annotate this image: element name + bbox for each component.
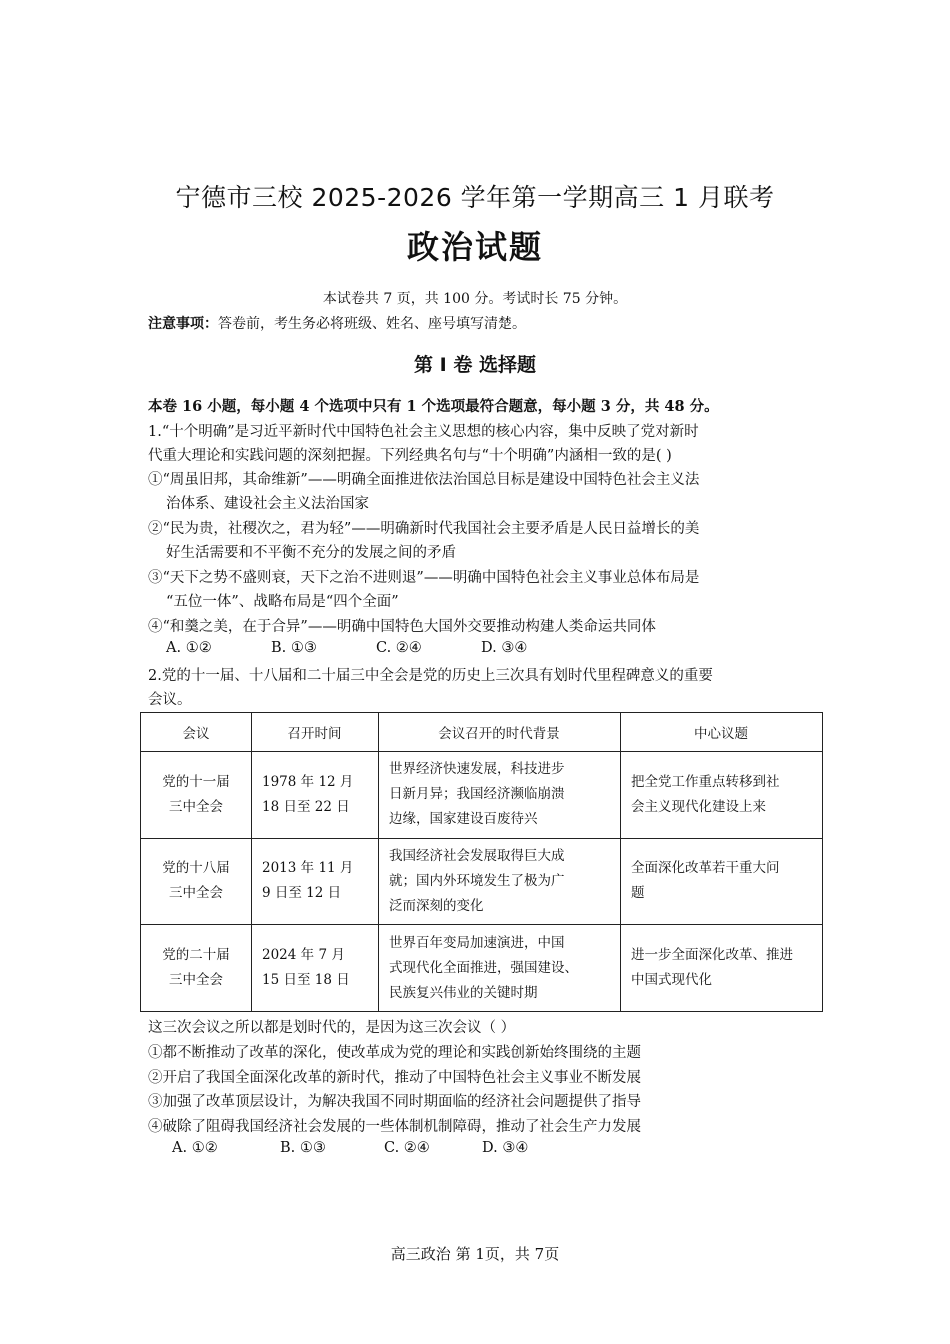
- q1-statement-3: ③“天下之势不盛则衰，天下之治不进则退”——明确中国特色社会主义事业总体布局是: [148, 570, 700, 586]
- table-row: [141, 838, 823, 925]
- q2-statement-4: ④破除了阻碍我国经济社会发展的一些体制机制障碍，推动了社会生产力发展: [148, 1119, 641, 1135]
- col-background: 会议召开的时代背景: [379, 713, 621, 752]
- topic-cell: 全面深化改革若干重大问 题: [621, 838, 823, 925]
- meeting-cell: 党的二十届 三中全会: [141, 925, 252, 1012]
- q2-option-b: B. ①③: [280, 1140, 326, 1156]
- q1-statement-1-cont: 治体系、建设社会主义法治国家: [166, 496, 369, 512]
- q1-option-d: D. ③④: [481, 640, 528, 656]
- q2-statement-2: ②开启了我国全面深化改革的新时代，推动了中国特色社会主义事业不断发展: [148, 1070, 641, 1086]
- time-cell: 2024 年 7 月 15 日至 18 日: [252, 925, 379, 1012]
- q1-option-b: B. ①③: [271, 640, 317, 656]
- notice: [148, 313, 526, 333]
- q2-options: [172, 1140, 528, 1156]
- meeting-cell: 党的十一届 三中全会: [141, 752, 252, 839]
- background-cell: 世界经济快速发展，科技进步 日新月异；我国经济濒临崩溃 边缘，国家建设百废待兴: [379, 752, 621, 839]
- q1-statement-4: ④“和羹之美，在于合异”——明确中国特色大国外交要推动构建人类命运共同体: [148, 619, 656, 635]
- q1-statement-1: ①“周虽旧邦，其命维新”——明确全面推进依法治国总目标是建设中国特色社会主义法: [148, 472, 700, 488]
- subject-title: 政治试题: [406, 228, 543, 266]
- exam-info: 本试卷共 7 页，共 100 分。考试时长 75 分钟。: [322, 291, 628, 307]
- q1-statement-3-cont: “五位一体”、战略布局是“四个全面”: [166, 594, 399, 610]
- q2-option-c: C. ②④: [384, 1140, 430, 1156]
- time-cell: 1978 年 12 月 18 日至 22 日: [252, 752, 379, 839]
- page-footer: 高三政治 第 1页，共 7页: [390, 1245, 560, 1263]
- q1-option-a: A. ①②: [166, 640, 212, 656]
- col-topic: 中心议题: [621, 713, 823, 752]
- q2-stem-line1: 2.党的十一届、十八届和二十届三中全会是党的历史上三次具有划时代里程碑意义的重要: [148, 668, 713, 684]
- exam-title: 宁德市三校 2025-2026 学年第一学期高三 1 月联考: [175, 183, 775, 212]
- q1-option-c: C. ②④: [376, 640, 422, 656]
- background-cell: 我国经济社会发展取得巨大成 就；国内外环境发生了极为广 泛而深刻的变化: [379, 838, 621, 925]
- q2-stem-line2: 会议。: [148, 692, 192, 708]
- table-header-row: [141, 713, 823, 752]
- q2-statement-3: ③加强了改革顶层设计，为解决我国不同时期面临的经济社会问题提供了指导: [148, 1094, 641, 1110]
- table-row: [141, 752, 823, 839]
- notice-label: 注意事项：: [148, 316, 218, 332]
- q1-stem-line1: 1.“十个明确”是习近平新时代中国特色社会主义思想的核心内容，集中反映了党对新时: [148, 424, 699, 440]
- q2-question: 这三次会议之所以都是划时代的，是因为这三次会议（ ）: [148, 1020, 516, 1036]
- q1-statement-2-cont: 好生活需要和不平衡不充分的发展之间的矛盾: [166, 545, 456, 561]
- q2-statement-1: ①都不断推动了改革的深化，使改革成为党的理论和实践创新始终围绕的主题: [148, 1045, 641, 1061]
- topic-cell: 把全党工作重点转移到社 会主义现代化建设上来: [621, 752, 823, 839]
- meetings-table: [140, 712, 823, 1012]
- q1-statement-2: ②“民为贵，社稷次之，君为轻”——明确新时代我国社会主要矛盾是人民日益增长的美: [148, 521, 700, 537]
- col-meeting: 会议: [141, 713, 252, 752]
- q2-option-a: A. ①②: [172, 1140, 218, 1156]
- time-cell: 2013 年 11 月 9 日至 12 日: [252, 838, 379, 925]
- q2-option-d: D. ③④: [482, 1140, 529, 1156]
- section-title: 第 Ⅰ 卷 选择题: [414, 354, 536, 376]
- background-cell: 世界百年变局加速演进，中国 式现代化全面推进，强国建设、 民族复兴伟业的关键时期: [379, 925, 621, 1012]
- q1-options: [166, 640, 527, 656]
- meeting-cell: 党的十八届 三中全会: [141, 838, 252, 925]
- col-time: 召开时间: [252, 713, 379, 752]
- table-row: [141, 925, 823, 1012]
- topic-cell: 进一步全面深化改革、推进 中国式现代化: [621, 925, 823, 1012]
- section-instructions: 本卷 16 小题，每小题 4 个选项中只有 1 个选项最符合题意，每小题 3 分，共 48 分。: [148, 398, 719, 415]
- notice-text: 答卷前，考生务必将班级、姓名、座号填写清楚。: [218, 316, 526, 332]
- q1-stem-line2: 代重大理论和实践问题的深刻把握。下列经典名句与“十个明确”内涵相一致的是( ): [148, 448, 672, 464]
